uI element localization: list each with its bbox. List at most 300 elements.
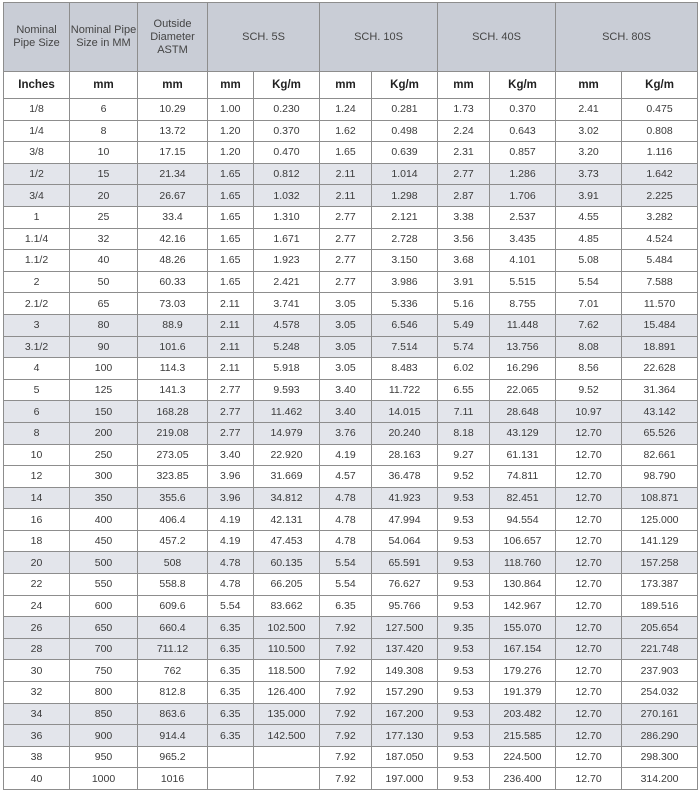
- cell-inches: 12: [4, 466, 70, 488]
- cell-outside-diameter: 21.34: [138, 163, 208, 185]
- cell-sch10s-kgm: 0.281: [372, 99, 438, 121]
- cell-sch10s-mm: 4.78: [320, 509, 372, 531]
- cell-sch80s-kgm: 0.475: [622, 99, 698, 121]
- header-sch-40s: SCH. 40S: [438, 3, 556, 72]
- cell-sch40s-mm: 9.53: [438, 574, 490, 596]
- cell-sch10s-kgm: 127.500: [372, 617, 438, 639]
- table-row: [4, 725, 698, 747]
- cell-outside-diameter: 13.72: [138, 120, 208, 142]
- cell-nominal-mm: 125: [70, 379, 138, 401]
- cell-sch5s-kgm: 11.462: [254, 401, 320, 423]
- cell-sch80s-mm: 3.73: [556, 163, 622, 185]
- cell-sch80s-mm: 12.70: [556, 617, 622, 639]
- table-row: [4, 617, 698, 639]
- cell-outside-diameter: 48.26: [138, 250, 208, 272]
- cell-sch40s-mm: 9.53: [438, 746, 490, 768]
- cell-sch80s-kgm: 4.524: [622, 228, 698, 250]
- cell-sch5s-kgm: 47.453: [254, 530, 320, 552]
- cell-sch10s-mm: 7.92: [320, 746, 372, 768]
- cell-nominal-mm: 6: [70, 99, 138, 121]
- cell-nominal-mm: 650: [70, 617, 138, 639]
- unit-kgm: Kg/m: [372, 72, 438, 99]
- cell-sch5s-mm: 6.35: [208, 703, 254, 725]
- cell-inches: 5: [4, 379, 70, 401]
- cell-inches: 24: [4, 595, 70, 617]
- cell-sch5s-mm: 2.11: [208, 336, 254, 358]
- cell-nominal-mm: 950: [70, 746, 138, 768]
- cell-sch5s-mm: 1.65: [208, 206, 254, 228]
- cell-sch10s-mm: 4.19: [320, 444, 372, 466]
- cell-sch40s-kgm: 13.756: [490, 336, 556, 358]
- cell-nominal-mm: 40: [70, 250, 138, 272]
- cell-outside-diameter: 73.03: [138, 293, 208, 315]
- header-sch-80s: SCH. 80S: [556, 3, 698, 72]
- cell-sch10s-mm: 5.54: [320, 552, 372, 574]
- cell-sch5s-mm: 2.77: [208, 422, 254, 444]
- cell-outside-diameter: 914.4: [138, 725, 208, 747]
- cell-outside-diameter: 508: [138, 552, 208, 574]
- cell-nominal-mm: 500: [70, 552, 138, 574]
- table-row: [4, 379, 698, 401]
- cell-sch5s-mm: 4.78: [208, 552, 254, 574]
- cell-sch5s-kgm: 1.923: [254, 250, 320, 272]
- cell-inches: 8: [4, 422, 70, 444]
- cell-sch40s-kgm: 167.154: [490, 638, 556, 660]
- cell-sch80s-mm: 12.70: [556, 660, 622, 682]
- cell-inches: 38: [4, 746, 70, 768]
- cell-sch5s-mm: 1.20: [208, 142, 254, 164]
- cell-sch80s-kgm: 108.871: [622, 487, 698, 509]
- cell-sch40s-kgm: 94.554: [490, 509, 556, 531]
- cell-sch5s-mm: 3.96: [208, 487, 254, 509]
- cell-sch10s-mm: 7.92: [320, 703, 372, 725]
- cell-sch10s-kgm: 149.308: [372, 660, 438, 682]
- cell-sch10s-kgm: 0.639: [372, 142, 438, 164]
- cell-sch10s-mm: 7.92: [320, 768, 372, 790]
- table-row: [4, 466, 698, 488]
- cell-sch80s-mm: 2.41: [556, 99, 622, 121]
- cell-sch80s-kgm: 0.808: [622, 120, 698, 142]
- cell-sch5s-mm: 1.65: [208, 163, 254, 185]
- cell-sch10s-mm: 3.05: [320, 358, 372, 380]
- cell-sch10s-kgm: 3.150: [372, 250, 438, 272]
- cell-sch80s-mm: 12.70: [556, 682, 622, 704]
- cell-outside-diameter: 219.08: [138, 422, 208, 444]
- cell-sch5s-mm: 6.35: [208, 660, 254, 682]
- cell-sch10s-mm: 7.92: [320, 617, 372, 639]
- cell-sch10s-mm: 2.11: [320, 163, 372, 185]
- unit-mm: mm: [320, 72, 372, 99]
- cell-inches: 22: [4, 574, 70, 596]
- cell-nominal-mm: 900: [70, 725, 138, 747]
- cell-sch80s-kgm: 15.484: [622, 314, 698, 336]
- cell-sch40s-mm: 3.68: [438, 250, 490, 272]
- cell-sch5s-mm: 6.35: [208, 725, 254, 747]
- cell-sch10s-mm: 3.05: [320, 336, 372, 358]
- cell-nominal-mm: 65: [70, 293, 138, 315]
- unit-kgm: Kg/m: [622, 72, 698, 99]
- table-row: [4, 746, 698, 768]
- cell-sch5s-kgm: 1.032: [254, 185, 320, 207]
- cell-sch5s-kgm: 142.500: [254, 725, 320, 747]
- cell-sch80s-kgm: 3.282: [622, 206, 698, 228]
- cell-outside-diameter: 33.4: [138, 206, 208, 228]
- cell-sch10s-mm: 3.76: [320, 422, 372, 444]
- cell-sch80s-kgm: 2.225: [622, 185, 698, 207]
- cell-sch10s-mm: 2.77: [320, 228, 372, 250]
- table-row: [4, 660, 698, 682]
- cell-sch80s-mm: 3.91: [556, 185, 622, 207]
- cell-sch40s-kgm: 82.451: [490, 487, 556, 509]
- cell-sch80s-kgm: 298.300: [622, 746, 698, 768]
- cell-sch10s-kgm: 6.546: [372, 314, 438, 336]
- cell-sch10s-mm: 7.92: [320, 638, 372, 660]
- cell-sch10s-mm: 1.65: [320, 142, 372, 164]
- cell-sch40s-kgm: 4.101: [490, 250, 556, 272]
- cell-sch5s-kgm: 22.920: [254, 444, 320, 466]
- cell-sch10s-kgm: 1.298: [372, 185, 438, 207]
- cell-outside-diameter: 355.6: [138, 487, 208, 509]
- cell-sch80s-kgm: 7.588: [622, 271, 698, 293]
- cell-sch10s-kgm: 14.015: [372, 401, 438, 423]
- cell-sch10s-mm: 1.62: [320, 120, 372, 142]
- cell-sch5s-kgm: 66.205: [254, 574, 320, 596]
- cell-sch5s-mm: 1.20: [208, 120, 254, 142]
- cell-sch10s-mm: 2.77: [320, 271, 372, 293]
- table-row: [4, 530, 698, 552]
- cell-sch10s-kgm: 0.498: [372, 120, 438, 142]
- cell-sch80s-kgm: 31.364: [622, 379, 698, 401]
- cell-sch80s-kgm: 125.000: [622, 509, 698, 531]
- cell-inches: 14: [4, 487, 70, 509]
- cell-sch5s-kgm: 42.131: [254, 509, 320, 531]
- cell-sch80s-kgm: 82.661: [622, 444, 698, 466]
- cell-sch80s-kgm: 43.142: [622, 401, 698, 423]
- cell-inches: 2: [4, 271, 70, 293]
- cell-sch40s-kgm: 1.706: [490, 185, 556, 207]
- cell-inches: 20: [4, 552, 70, 574]
- cell-outside-diameter: 323.85: [138, 466, 208, 488]
- cell-outside-diameter: 17.15: [138, 142, 208, 164]
- cell-nominal-mm: 8: [70, 120, 138, 142]
- cell-sch40s-kgm: 203.482: [490, 703, 556, 725]
- unit-mm: mm: [438, 72, 490, 99]
- cell-sch40s-kgm: 155.070: [490, 617, 556, 639]
- cell-sch5s-kgm: 118.500: [254, 660, 320, 682]
- table-row: [4, 206, 698, 228]
- cell-nominal-mm: 450: [70, 530, 138, 552]
- cell-sch5s-kgm: 9.593: [254, 379, 320, 401]
- cell-sch80s-kgm: 5.484: [622, 250, 698, 272]
- cell-nominal-mm: 850: [70, 703, 138, 725]
- cell-nominal-mm: 350: [70, 487, 138, 509]
- cell-sch80s-kgm: 11.570: [622, 293, 698, 315]
- cell-sch5s-kgm: 2.421: [254, 271, 320, 293]
- cell-sch10s-kgm: 197.000: [372, 768, 438, 790]
- cell-sch5s-kgm: 0.370: [254, 120, 320, 142]
- cell-sch40s-kgm: 0.643: [490, 120, 556, 142]
- cell-outside-diameter: 660.4: [138, 617, 208, 639]
- cell-sch40s-mm: 9.53: [438, 487, 490, 509]
- table-row: [4, 250, 698, 272]
- cell-sch80s-kgm: 1.116: [622, 142, 698, 164]
- cell-sch10s-mm: 4.78: [320, 530, 372, 552]
- cell-sch10s-kgm: 76.627: [372, 574, 438, 596]
- cell-outside-diameter: 457.2: [138, 530, 208, 552]
- cell-sch40s-mm: 9.53: [438, 682, 490, 704]
- table-row: [4, 314, 698, 336]
- cell-inches: 1: [4, 206, 70, 228]
- table-row: [4, 120, 698, 142]
- cell-sch10s-kgm: 5.336: [372, 293, 438, 315]
- cell-sch5s-mm: 3.40: [208, 444, 254, 466]
- cell-sch80s-kgm: 286.290: [622, 725, 698, 747]
- cell-sch5s-mm: 2.77: [208, 401, 254, 423]
- cell-sch40s-mm: 9.53: [438, 509, 490, 531]
- cell-sch40s-kgm: 224.500: [490, 746, 556, 768]
- cell-sch10s-kgm: 2.121: [372, 206, 438, 228]
- cell-sch10s-kgm: 20.240: [372, 422, 438, 444]
- cell-sch10s-mm: 1.24: [320, 99, 372, 121]
- cell-sch40s-kgm: 130.864: [490, 574, 556, 596]
- cell-outside-diameter: 26.67: [138, 185, 208, 207]
- cell-inches: 1.1/2: [4, 250, 70, 272]
- cell-sch80s-mm: 4.55: [556, 206, 622, 228]
- cell-inches: 3: [4, 314, 70, 336]
- cell-sch40s-kgm: 0.857: [490, 142, 556, 164]
- cell-sch5s-mm: [208, 768, 254, 790]
- pipe-schedule-table-container: [3, 2, 697, 785]
- cell-nominal-mm: 250: [70, 444, 138, 466]
- cell-outside-diameter: 406.4: [138, 509, 208, 531]
- table-row: [4, 682, 698, 704]
- cell-sch10s-mm: 2.77: [320, 206, 372, 228]
- cell-inches: 18: [4, 530, 70, 552]
- header-nominal-pipe-size: Nominal Pipe Size: [4, 3, 70, 72]
- cell-sch40s-mm: 2.31: [438, 142, 490, 164]
- cell-sch10s-kgm: 2.728: [372, 228, 438, 250]
- cell-sch5s-kgm: 14.979: [254, 422, 320, 444]
- cell-sch80s-mm: 12.70: [556, 466, 622, 488]
- cell-outside-diameter: 965.2: [138, 746, 208, 768]
- cell-sch5s-mm: 1.65: [208, 271, 254, 293]
- cell-outside-diameter: 273.05: [138, 444, 208, 466]
- cell-sch10s-kgm: 7.514: [372, 336, 438, 358]
- cell-sch40s-kgm: 179.276: [490, 660, 556, 682]
- table-row: [4, 163, 698, 185]
- table-row: [4, 401, 698, 423]
- cell-nominal-mm: 100: [70, 358, 138, 380]
- cell-sch80s-mm: 10.97: [556, 401, 622, 423]
- table-row: [4, 293, 698, 315]
- cell-sch40s-kgm: 43.129: [490, 422, 556, 444]
- cell-sch40s-mm: 3.38: [438, 206, 490, 228]
- cell-sch80s-mm: 12.70: [556, 595, 622, 617]
- cell-sch5s-mm: 3.96: [208, 466, 254, 488]
- cell-sch10s-kgm: 167.200: [372, 703, 438, 725]
- cell-sch10s-kgm: 41.923: [372, 487, 438, 509]
- cell-nominal-mm: 32: [70, 228, 138, 250]
- cell-sch40s-mm: 2.87: [438, 185, 490, 207]
- cell-sch80s-mm: 12.70: [556, 703, 622, 725]
- cell-sch40s-kgm: 2.537: [490, 206, 556, 228]
- cell-sch40s-kgm: 191.379: [490, 682, 556, 704]
- cell-sch40s-mm: 9.53: [438, 660, 490, 682]
- cell-sch80s-mm: 4.85: [556, 228, 622, 250]
- table-row: [4, 595, 698, 617]
- table-row: [4, 142, 698, 164]
- cell-nominal-mm: 700: [70, 638, 138, 660]
- cell-outside-diameter: 558.8: [138, 574, 208, 596]
- cell-nominal-mm: 550: [70, 574, 138, 596]
- cell-sch40s-mm: 9.53: [438, 638, 490, 660]
- cell-sch10s-kgm: 47.994: [372, 509, 438, 531]
- cell-sch80s-mm: 12.70: [556, 552, 622, 574]
- cell-nominal-mm: 90: [70, 336, 138, 358]
- cell-inches: 16: [4, 509, 70, 531]
- table-row: [4, 552, 698, 574]
- cell-sch10s-mm: 3.05: [320, 293, 372, 315]
- cell-sch40s-mm: 6.02: [438, 358, 490, 380]
- cell-outside-diameter: 60.33: [138, 271, 208, 293]
- cell-sch5s-kgm: [254, 746, 320, 768]
- cell-sch5s-kgm: 5.918: [254, 358, 320, 380]
- cell-sch40s-mm: 3.91: [438, 271, 490, 293]
- cell-inches: 6: [4, 401, 70, 423]
- cell-inches: 40: [4, 768, 70, 790]
- cell-sch40s-mm: 9.53: [438, 725, 490, 747]
- cell-sch5s-mm: 4.78: [208, 574, 254, 596]
- cell-sch10s-mm: 2.11: [320, 185, 372, 207]
- cell-sch40s-mm: 7.11: [438, 401, 490, 423]
- cell-nominal-mm: 80: [70, 314, 138, 336]
- cell-sch80s-mm: 12.70: [556, 574, 622, 596]
- cell-sch40s-mm: 5.74: [438, 336, 490, 358]
- cell-nominal-mm: 750: [70, 660, 138, 682]
- cell-sch10s-kgm: 8.483: [372, 358, 438, 380]
- cell-sch80s-kgm: 141.129: [622, 530, 698, 552]
- cell-sch5s-mm: 2.11: [208, 314, 254, 336]
- cell-sch80s-mm: 12.70: [556, 725, 622, 747]
- cell-sch5s-mm: [208, 746, 254, 768]
- cell-sch80s-kgm: 189.516: [622, 595, 698, 617]
- unit-mm: mm: [556, 72, 622, 99]
- cell-outside-diameter: 141.3: [138, 379, 208, 401]
- cell-sch80s-mm: 12.70: [556, 638, 622, 660]
- cell-sch40s-kgm: 28.648: [490, 401, 556, 423]
- cell-outside-diameter: 1016: [138, 768, 208, 790]
- cell-nominal-mm: 200: [70, 422, 138, 444]
- cell-outside-diameter: 10.29: [138, 99, 208, 121]
- cell-outside-diameter: 863.6: [138, 703, 208, 725]
- cell-sch80s-kgm: 314.200: [622, 768, 698, 790]
- cell-inches: 28: [4, 638, 70, 660]
- cell-inches: 34: [4, 703, 70, 725]
- cell-sch10s-kgm: 95.766: [372, 595, 438, 617]
- cell-nominal-mm: 600: [70, 595, 138, 617]
- cell-sch5s-kgm: 5.248: [254, 336, 320, 358]
- unit-kgm: Kg/m: [490, 72, 556, 99]
- cell-nominal-mm: 25: [70, 206, 138, 228]
- cell-sch10s-kgm: 65.591: [372, 552, 438, 574]
- cell-outside-diameter: 609.6: [138, 595, 208, 617]
- cell-sch40s-kgm: 8.755: [490, 293, 556, 315]
- cell-sch10s-kgm: 177.130: [372, 725, 438, 747]
- cell-sch80s-kgm: 173.387: [622, 574, 698, 596]
- cell-sch10s-kgm: 187.050: [372, 746, 438, 768]
- cell-nominal-mm: 50: [70, 271, 138, 293]
- cell-sch80s-mm: 3.20: [556, 142, 622, 164]
- table-row: [4, 336, 698, 358]
- cell-sch40s-mm: 9.52: [438, 466, 490, 488]
- cell-sch40s-mm: 9.53: [438, 703, 490, 725]
- table-row: [4, 509, 698, 531]
- cell-sch5s-kgm: 3.741: [254, 293, 320, 315]
- cell-sch5s-mm: 6.35: [208, 617, 254, 639]
- cell-sch40s-kgm: 5.515: [490, 271, 556, 293]
- cell-sch10s-kgm: 1.014: [372, 163, 438, 185]
- cell-sch40s-mm: 2.77: [438, 163, 490, 185]
- cell-sch40s-kgm: 142.967: [490, 595, 556, 617]
- table-row: [4, 99, 698, 121]
- cell-nominal-mm: 800: [70, 682, 138, 704]
- table-row: [4, 185, 698, 207]
- cell-sch10s-mm: 3.40: [320, 401, 372, 423]
- cell-sch10s-mm: 3.40: [320, 379, 372, 401]
- cell-sch5s-kgm: [254, 768, 320, 790]
- cell-sch10s-mm: 2.77: [320, 250, 372, 272]
- cell-sch10s-kgm: 3.986: [372, 271, 438, 293]
- cell-sch5s-mm: 2.11: [208, 358, 254, 380]
- unit-inches: Inches: [4, 72, 70, 99]
- cell-sch40s-mm: 6.55: [438, 379, 490, 401]
- cell-inches: 10: [4, 444, 70, 466]
- cell-sch80s-kgm: 98.790: [622, 466, 698, 488]
- cell-sch5s-mm: 5.54: [208, 595, 254, 617]
- cell-sch5s-kgm: 110.500: [254, 638, 320, 660]
- cell-inches: 26: [4, 617, 70, 639]
- cell-sch5s-mm: 6.35: [208, 682, 254, 704]
- cell-sch10s-kgm: 54.064: [372, 530, 438, 552]
- header-outside-diameter: Outside Diameter ASTM: [138, 3, 208, 72]
- cell-sch80s-kgm: 18.891: [622, 336, 698, 358]
- table-row: [4, 574, 698, 596]
- cell-outside-diameter: 168.28: [138, 401, 208, 423]
- cell-sch80s-mm: 7.62: [556, 314, 622, 336]
- cell-sch10s-mm: 3.05: [320, 314, 372, 336]
- cell-sch40s-kgm: 118.760: [490, 552, 556, 574]
- table-header: [4, 3, 698, 99]
- unit-mm: mm: [208, 72, 254, 99]
- cell-outside-diameter: 101.6: [138, 336, 208, 358]
- cell-sch80s-kgm: 270.161: [622, 703, 698, 725]
- cell-nominal-mm: 400: [70, 509, 138, 531]
- cell-sch80s-mm: 12.70: [556, 422, 622, 444]
- cell-nominal-mm: 10: [70, 142, 138, 164]
- cell-inches: 3.1/2: [4, 336, 70, 358]
- table-row: [4, 271, 698, 293]
- pipe-schedule-table: [3, 2, 698, 790]
- cell-inches: 2.1/2: [4, 293, 70, 315]
- cell-outside-diameter: 88.9: [138, 314, 208, 336]
- cell-sch80s-kgm: 237.903: [622, 660, 698, 682]
- cell-sch80s-mm: 3.02: [556, 120, 622, 142]
- cell-sch10s-kgm: 36.478: [372, 466, 438, 488]
- cell-sch5s-mm: 4.19: [208, 509, 254, 531]
- cell-sch40s-kgm: 106.657: [490, 530, 556, 552]
- cell-sch10s-mm: 6.35: [320, 595, 372, 617]
- table-row: [4, 422, 698, 444]
